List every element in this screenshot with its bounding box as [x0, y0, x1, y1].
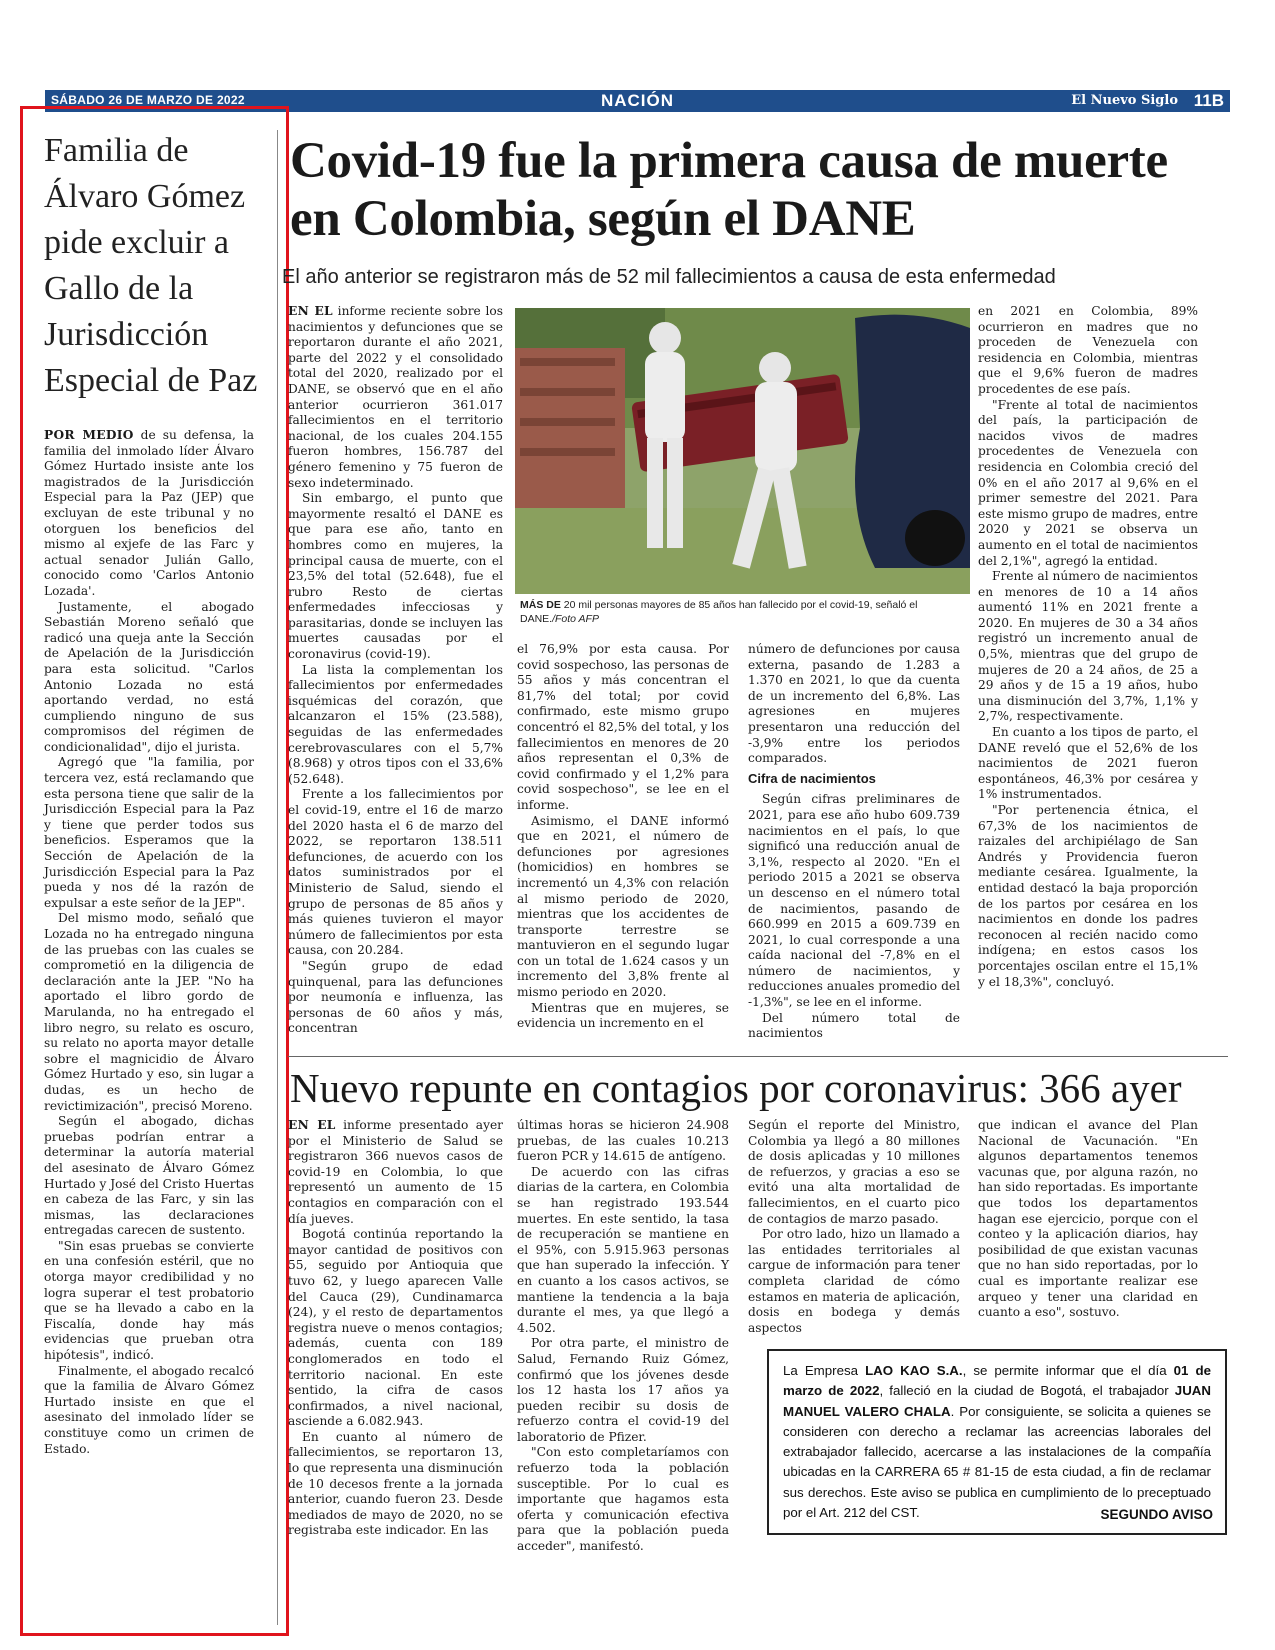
main-paragraph: informe reciente sobre los nacimientos y defunciones que se reportaron durante el año 2021, parte del 2022 y el consolidado total del 2020, realizado por el DANE, se observó que en el año anterior ocurrieron 361.017 fallecimientos en el territorio nacional, de los cuales 204.155 fueron hombres, 156.787 del género femenino y 75 fueron de sexo indeterminado. [288, 304, 504, 490]
notice-text: , se permite informar que el día [962, 1363, 1174, 1378]
sidebar-paragraph: de su defensa, la familia del inmolado líder Álvaro Gómez Hurtado insiste ante los magistrados de la Jurisdicción Especial para la Paz (JEP) que excluyan de este tribunal y no otorguen los beneficios del mismo al exjefe de las Farc y actual senador Julián Gallo, conocido como 'Carlos Antonio Lozada'. [44, 428, 254, 598]
second-paragraph: informe presentado ayer por el Ministerio de Salud se registraron 366 nuevos casos de covid-19 en Colombia, lo que representó un aumento de 15 contagios en comparación con el día jueves. [288, 1118, 503, 1226]
header-section: NACIÓN [600, 91, 675, 110]
main-headline: Covid-19 fue la primera causa de muerte en Colombia, según el DANE [290, 133, 1168, 247]
sidebar-paragraph: "Sin esas pruebas se convierte en una confesión estéril, que no otorga mayor credibilidad y no logra superar el test probatorio que se ha llevado a cabo en la Fiscalía, donde hay más evidencias que prueban otra hipótesis", indicó. [44, 1238, 254, 1363]
main-paragraph: en 2021 en Colombia, 89% ocurrieron en madres que no proceden de Venezuela con residencia en Colombia, mientras que el 9,6% fueron de madres procedentes de ese país. [978, 304, 1198, 396]
second-column-2 [517, 1118, 729, 1555]
column-divider [277, 130, 278, 1625]
notice-worker: JUAN MANUEL VALERO CHALA [783, 1383, 1211, 1419]
main-lead: EN EL [288, 304, 333, 318]
section-divider [288, 1056, 1228, 1057]
main-paragraph: La lista la complementan los fallecimientos por enfermedades isquémicas del corazón, que alcanzaron el 15% (23.588), seguidas de las enfermedades cerebrovasculares con el 5,7% (8.968) y otros tipos con el 33,6% (52.648). [288, 662, 503, 786]
caption-lead: MÁS DE [520, 599, 561, 611]
notice-label: SEGUNDO AVISO [1100, 1506, 1213, 1522]
second-headline: Nuevo repunte en contagios por coronavirus: 366 ayer [290, 1065, 1182, 1111]
caption-text: 20 mil personas mayores de 85 años han fallecido por el covid-19, señaló el DANE. [520, 599, 918, 625]
main-paragraph: número de defunciones por causa externa, pasando de 1.283 a 1.370 en 2021, lo que da cuenta de un incremento del 6,8%. Las agresiones en mujeres presentaron una reducción del -3,9% entre los periodos comparados. [748, 642, 960, 766]
second-paragraph: De acuerdo con las cifras diarias de la cartera, en Colombia se han registrado 193.544 muertes. En este sentido, la tasa de recuperación se mantiene en el 95%, con 5.915.963 personas que han superado la infección. Y en cuanto a los casos activos, se mantiene la tendencia a la baja durante el mes, ya que llegó a 4.502. [517, 1164, 729, 1335]
main-paragraph: En cuanto a los tipos de parto, el DANE reveló que el 52,6% de los nacimientos de 2021 fueron espontáneos, 46,3% por cesárea y 1% instrumentados. [978, 725, 1198, 802]
second-paragraph: Según el reporte del Ministro, Colombia ya llegó a 80 millones de dosis aplicadas y 10 millones de refuerzos, y gracias a eso se evitó una alta mortalidad de fallecimientos, en el cuarto pico de contagios de marzo pasado. [748, 1118, 960, 1226]
main-paragraph: el 76,9% por esta causa. Por covid sospechoso, las personas de 55 años y más concentran el 81,7% del total; por covid confirmado, este mismo grupo concentró el 82,5% del total, y los fallecimientos en menores de 20 años representan el 0,3% de covid confirmado y el 1,2% para covid sospechoso", se lee en el informe. [517, 642, 729, 812]
main-paragraph: Frente al número de nacimientos en menores de 10 a 14 años aumentó 11% en 2021 frente a 2020. En mujeres de 30 a 34 años registró un incremento anual de 0,5%, mientras que del grupo de mujeres de 20 a 24 años, de 25 a 29 años y de 15 a 19 años, hubo una disminución del 3,7%, 1,1% y 2,7%, respectivamente. [978, 569, 1198, 724]
header-date: SÁBADO 26 DE MARZO DE 2022 [51, 93, 245, 107]
main-subheadline: El año anterior se registraron más de 52 mil fallecimientos a causa de esta enfermedad [282, 266, 1056, 288]
sidebar-headline: Familia de Álvaro Gómez pide excluir a Gallo de la Jurisdicción Especial de Paz [44, 132, 258, 399]
caption-credit: /Foto AFP [552, 613, 599, 625]
legal-notice [767, 1349, 1227, 1535]
second-paragraph: Bogotá continúa reportando la mayor cantidad de positivos con 55, seguido por Antioquia que tuvo 62, y luego aparecen Valle del Cauca (29), Cundinamarca (24), y el resto de departamentos registra nueve o menos contagios; además, cuenta con 189 conglomerados en todo el territorio nacional. En este sentido, la cifra de casos confirmados, a nivel nacional, asciende a 6.082.943. [288, 1227, 503, 1429]
sidebar-paragraph: Del mismo modo, señaló que Lozada no ha entregado ninguna de las pruebas con las cuales se comprometió en la diligencia de declaración ante la JEP. "No ha aportado el libro gordo de Marulanda, no ha entregado el libro negro, su relato es oscuro, su relato no aporta mayor detalle sobre el magnicidio de Álvaro Gómez Hurtado y eso, sin lugar a dudas, es un hecho de revictimización", precisó Moreno. [44, 911, 254, 1113]
second-column-4 [978, 1118, 1198, 1321]
second-paragraph: que indican el avance del Plan Nacional de Vacunación. "En algunos departamentos tenemos vacunas que, por alguna razón, no han sido reportadas. Es importante que todos los departamentos hagan ese ejercicio, porque con el conteo y la aplicación diarios, hay posibilidad de que existan vacunas que no han sido reportadas, por lo cual es importante realizar ese arqueo y tener una claridad en cuanto a eso", sostuvo. [978, 1118, 1198, 1320]
second-paragraph: En cuanto al número de fallecimientos, se reportaron 13, lo que representa una disminución de 10 decesos frente a la jornada anterior, cuando fueron 23. Desde mediados de mayo de 2020, no se registraba este indicador. En las [288, 1429, 503, 1538]
sidebar-paragraph: Agregó que "la familia, por tercera vez, está reclamando que esta persona tiene que salir de la Jurisdicción Especial para la Paz y tiene que perder todos sus beneficios. Esperamos que la Sección de Apelación de la Jurisdicción Especial para la Paz pueda y nos dé la razón de expulsar a este señor de la JEP". [44, 755, 254, 910]
main-paragraph: "Según grupo de edad quinquenal, para las defunciones por neumonía e influenza, las personas de 60 años y más, concentran [288, 958, 503, 1036]
page-number: 11B [1193, 91, 1224, 110]
main-paragraph: Según cifras preliminares de 2021, para ese año hubo 609.739 nacimientos en el país, lo que significó una reducción anual de 3,1%, respecto al 2020. "En el periodo 2015 a 2021 se observa un descenso en el número total de nacimientos, pasando de 660.999 en 2015 a 609.739 en 2021, lo cual corresponde a una caída nacional del -7,8% en el número de nacimientos, y reducciones anuales promedio del -1,3%", se lee en el informe. [748, 792, 960, 1010]
sidebar-article [44, 428, 254, 1457]
second-column-3 [748, 1118, 960, 1336]
sidebar-paragraph: Justamente, el abogado Sebastián Moreno señaló que radicó una queja ante la Sección de Apelación de la Jurisdicción para esta solicitud. "Carlos Antonio Lozada no está aportando verdad, no está cumpliendo ninguno de sus compromisos del régimen de condicionalidad", dijo el jurista. [44, 599, 254, 754]
sidebar-lead: POR MEDIO [44, 428, 134, 442]
main-paragraph: Asimismo, el DANE informó que en 2021, el número de defunciones por agresiones (homicidios) en hombres se incrementó un 4,3% con relación al mismo periodo de 2020, mientras que los accidentes de transporte terrestre se mantuvieron en el segundo lugar con un total de 1.624 casos y un incremento del 3,8% frente al mismo periodo en 2020. [517, 813, 729, 1000]
notice-text: La Empresa [783, 1363, 866, 1378]
main-column-1 [288, 304, 503, 1037]
notice-date: 01 de marzo de 2022 [783, 1363, 1211, 1399]
sidebar-paragraph: Según el abogado, dichas pruebas podrían entrar a determinar la autoría material del asesinato de Álvaro Gómez Hurtado y José del Cristo Huertas en cabeza de las Farc, y sin las mismas, las declaraciones entregadas carecen de sustento. [44, 1114, 254, 1238]
main-paragraph: "Frente al total de nacimientos del país, la participación de nacidos vivos de madres procedentes de Venezuela con residencia en Colombia creció del 0% en el año 2017 al 9,6% en el primer semestre del 2021. Para este mismo grupo de madres, entre 2020 y 2021 se observa un aumento en el total de nacimientos del 2,1%", agregó la entidad. [978, 397, 1198, 568]
newspaper-logo: El Nuevo Siglo [1071, 93, 1178, 108]
notice-company: LAO KAO S.A. [865, 1363, 963, 1378]
notice-address: CARRERA 65 # 81-15 [874, 1464, 1009, 1480]
second-paragraph: Por otra parte, el ministro de Salud, Fernando Ruiz Gómez, confirmó que los jóvenes desde los 12 hasta los 17 años ya pueden recibir su dosis de refuerzo contra el covid-19 del laboratorio de Pfizer. [517, 1336, 729, 1444]
second-paragraph: últimas horas se hicieron 24.908 pruebas, de las cuales 10.213 fueron PCR y 14.615 de antígeno. [517, 1118, 729, 1164]
main-column-4 [978, 304, 1198, 990]
main-paragraph: Del número total de nacimientos [748, 1010, 960, 1041]
main-column-2 [517, 642, 729, 1032]
main-paragraph: Frente a los fallecimientos por el covid-19, entre el 16 de marzo del 2020 hasta el 6 de marzo del 2022, se reportaron 138.511 defunciones, de acuerdo con los datos suministrados por el Ministerio de Salud, siendo el grupo de personas de 85 años y más quienes tuvieron el mayor número de fallecimientos por esta causa, con 20.284. [288, 787, 503, 958]
main-paragraph: Sin embargo, el punto que mayormente resaltó el DANE es que para ese año, tanto en hombres como en mujeres, la principal causa de muerte, con el 23,5% del total (52.648), fue el rubro Resto de ciertas enfermedades infecciosas y parasitarias, donde se incluyen las muertes causadas por el coronavirus (covid-19). [288, 491, 503, 662]
sidebar-paragraph: Finalmente, el abogado recalcó que la familia de Álvaro Gómez Hurtado insiste en que el asesinato del inmolado líder se constituye como un crimen de Estado. [44, 1363, 254, 1456]
second-column-1 [288, 1118, 503, 1539]
main-column-3 [748, 642, 960, 1042]
notice-text: de esta ciudad, a fin de reclamar sus derechos. Este aviso se publica en cumplimiento de lo preceptuado por el Art. 212 del CST. [783, 1464, 1211, 1521]
photo-caption [520, 598, 960, 626]
notice-text: . Por consiguiente, se solicita a quienes se consideren con derecho a reclamar las acreencias laborales del extrabajador fallecido, acercarse a las instalaciones de la compañía ubicadas en la [783, 1403, 1211, 1480]
burial-scene-image [515, 308, 970, 594]
main-paragraph: Mientras que en mujeres, se evidencia un incremento en el [517, 1000, 729, 1031]
notice-text: , falleció en la ciudad de Bogotá, el trabajador [879, 1383, 1175, 1399]
second-lead: EN EL [288, 1118, 336, 1132]
second-paragraph: Por otro lado, hizo un llamado a las entidades territoriales al cargue de información para tener completa claridad de cómo estamos en materia de aplicación, dosis en bodega y demás aspectos [748, 1227, 960, 1335]
second-paragraph: "Con esto completaríamos con refuerzo toda la población susceptible. Por lo cual es importante que hagamos esta oferta y comunicación efectiva para que la población pueda acceder", manifestó. [517, 1445, 729, 1554]
main-paragraph: "Por pertenencia étnica, el 67,3% de los nacimientos de raizales del archipiélago de San Andrés y Providencia fueron mediante cesárea. Igualmente, la entidad destacó la baja proporción de los partos por cesárea en los nacimientos en donde los padres reconocen al recién nacido como indígena; en estos casos los porcentajes oscilan entre el 15,1% y el 18,3%", concluyó. [978, 803, 1198, 989]
births-subheading: Cifra de nacimientos [748, 770, 876, 786]
news-photo [515, 308, 970, 594]
